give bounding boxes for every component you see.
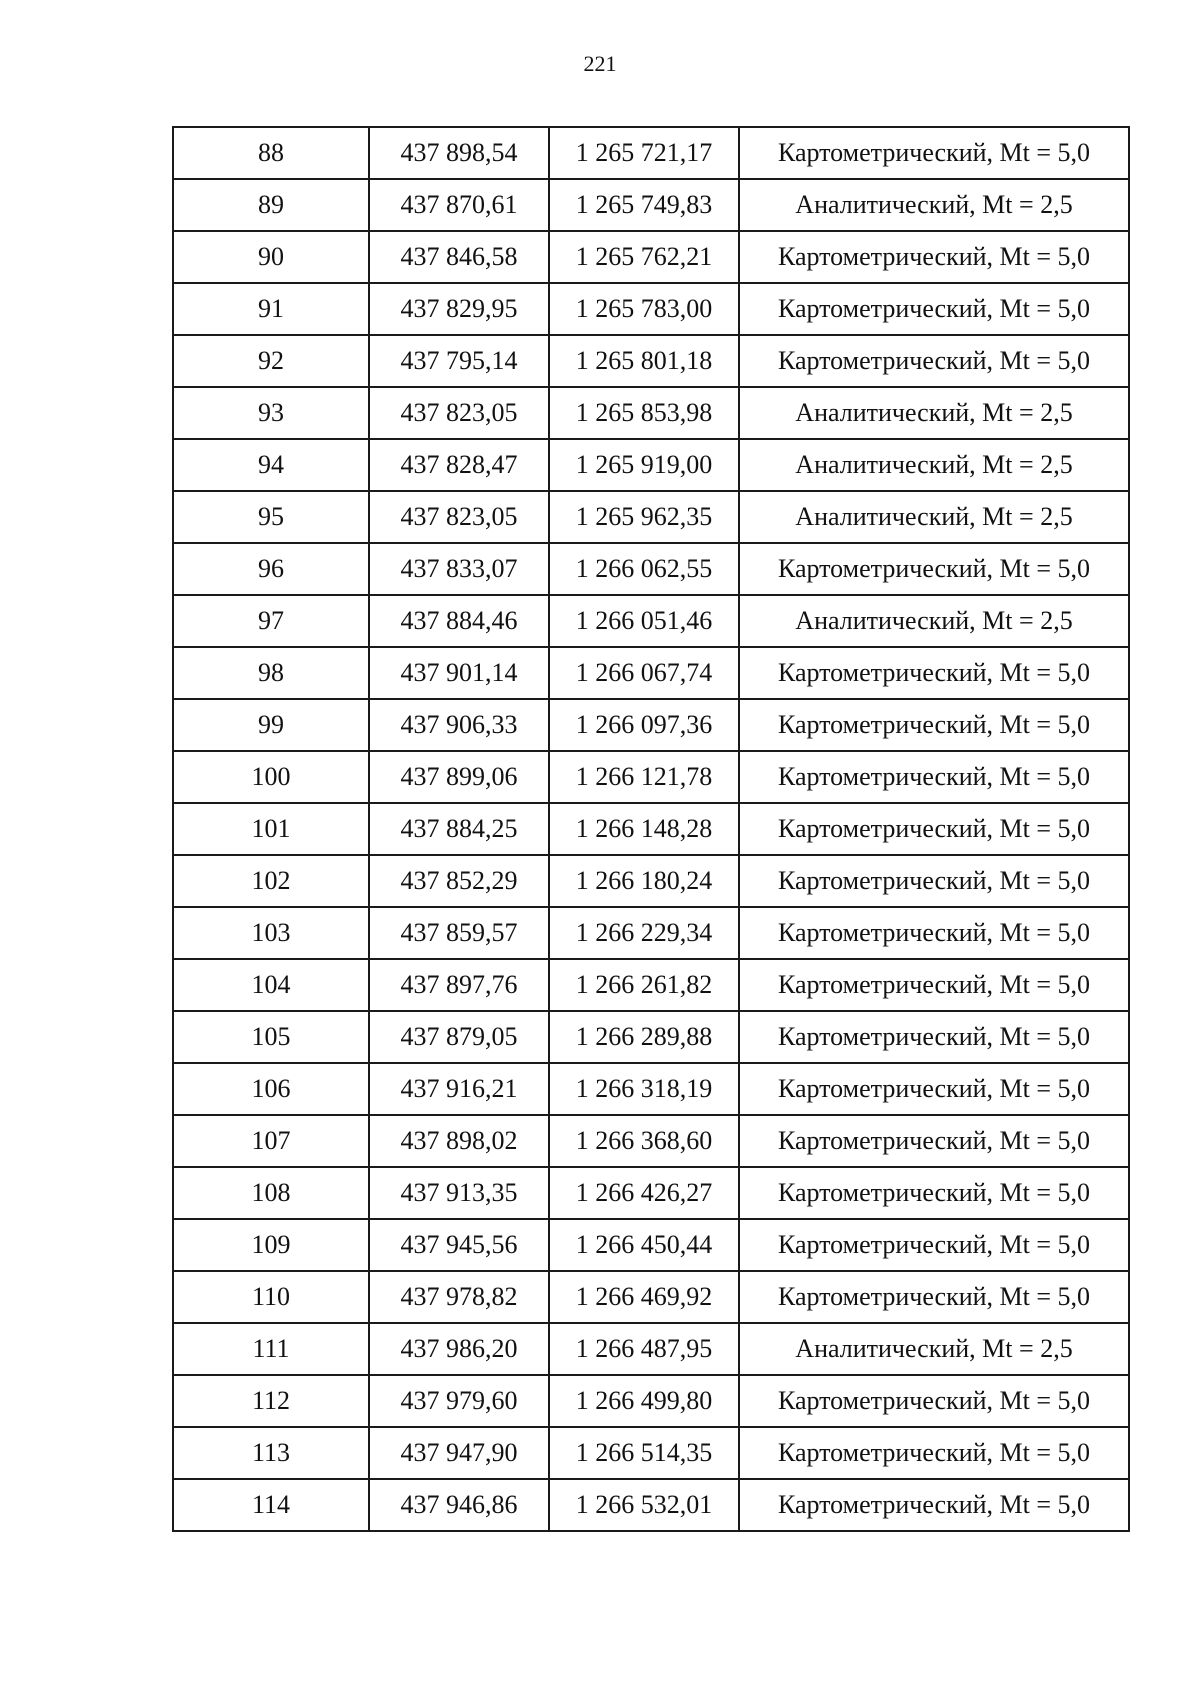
x-coordinate-cell: 437 852,29 (369, 855, 549, 907)
point-number-cell: 93 (173, 387, 369, 439)
table-row (173, 699, 1129, 751)
y-coordinate-cell: 1 265 919,00 (549, 439, 739, 491)
y-coordinate-cell: 1 266 097,36 (549, 699, 739, 751)
x-coordinate-cell: 437 884,46 (369, 595, 549, 647)
method-cell: Картометрический, Mt = 5,0 (739, 907, 1129, 959)
x-coordinate-cell: 437 823,05 (369, 387, 549, 439)
method-cell: Аналитический, Mt = 2,5 (739, 179, 1129, 231)
y-coordinate-cell: 1 266 180,24 (549, 855, 739, 907)
method-cell: Картометрический, Mt = 5,0 (739, 1427, 1129, 1479)
x-coordinate-cell: 437 897,76 (369, 959, 549, 1011)
y-coordinate-cell: 1 266 499,80 (549, 1375, 739, 1427)
method-cell: Картометрический, Mt = 5,0 (739, 1115, 1129, 1167)
point-number-cell: 92 (173, 335, 369, 387)
point-number-cell: 94 (173, 439, 369, 491)
y-coordinate-cell: 1 265 853,98 (549, 387, 739, 439)
method-cell: Картометрический, Mt = 5,0 (739, 1271, 1129, 1323)
y-coordinate-cell: 1 266 261,82 (549, 959, 739, 1011)
y-coordinate-cell: 1 265 749,83 (549, 179, 739, 231)
x-coordinate-cell: 437 986,20 (369, 1323, 549, 1375)
point-number-cell: 88 (173, 127, 369, 179)
point-number-cell: 101 (173, 803, 369, 855)
point-number-cell: 107 (173, 1115, 369, 1167)
table-row (173, 543, 1129, 595)
method-cell: Аналитический, Mt = 2,5 (739, 491, 1129, 543)
table-row (173, 1271, 1129, 1323)
x-coordinate-cell: 437 906,33 (369, 699, 549, 751)
point-number-cell: 108 (173, 1167, 369, 1219)
method-cell: Картометрический, Mt = 5,0 (739, 231, 1129, 283)
point-number-cell: 99 (173, 699, 369, 751)
x-coordinate-cell: 437 916,21 (369, 1063, 549, 1115)
table-row (173, 439, 1129, 491)
y-coordinate-cell: 1 266 469,92 (549, 1271, 739, 1323)
x-coordinate-cell: 437 913,35 (369, 1167, 549, 1219)
y-coordinate-cell: 1 266 487,95 (549, 1323, 739, 1375)
x-coordinate-cell: 437 947,90 (369, 1427, 549, 1479)
point-number-cell: 112 (173, 1375, 369, 1427)
method-cell: Картометрический, Mt = 5,0 (739, 1375, 1129, 1427)
table-row (173, 1479, 1129, 1531)
y-coordinate-cell: 1 266 229,34 (549, 907, 739, 959)
x-coordinate-cell: 437 833,07 (369, 543, 549, 595)
table-row (173, 1219, 1129, 1271)
method-cell: Аналитический, Mt = 2,5 (739, 1323, 1129, 1375)
point-number-cell: 111 (173, 1323, 369, 1375)
point-number-cell: 102 (173, 855, 369, 907)
method-cell: Картометрический, Mt = 5,0 (739, 543, 1129, 595)
x-coordinate-cell: 437 828,47 (369, 439, 549, 491)
table-row (173, 595, 1129, 647)
y-coordinate-cell: 1 265 762,21 (549, 231, 739, 283)
y-coordinate-cell: 1 266 318,19 (549, 1063, 739, 1115)
method-cell: Картометрический, Mt = 5,0 (739, 647, 1129, 699)
table-row (173, 335, 1129, 387)
table-row (173, 387, 1129, 439)
method-cell: Картометрический, Mt = 5,0 (739, 959, 1129, 1011)
method-cell: Картометрический, Mt = 5,0 (739, 1219, 1129, 1271)
table-row (173, 283, 1129, 335)
coordinates-table-body (173, 127, 1129, 1531)
table-row (173, 1323, 1129, 1375)
y-coordinate-cell: 1 266 051,46 (549, 595, 739, 647)
table-row (173, 959, 1129, 1011)
method-cell: Картометрический, Mt = 5,0 (739, 1063, 1129, 1115)
y-coordinate-cell: 1 266 368,60 (549, 1115, 739, 1167)
method-cell: Картометрический, Mt = 5,0 (739, 803, 1129, 855)
point-number-cell: 113 (173, 1427, 369, 1479)
y-coordinate-cell: 1 265 962,35 (549, 491, 739, 543)
page-number: 221 (583, 51, 617, 76)
table-row (173, 751, 1129, 803)
method-cell: Аналитический, Mt = 2,5 (739, 595, 1129, 647)
point-number-cell: 100 (173, 751, 369, 803)
y-coordinate-cell: 1 266 450,44 (549, 1219, 739, 1271)
table-row (173, 1011, 1129, 1063)
y-coordinate-cell: 1 265 801,18 (549, 335, 739, 387)
point-number-cell: 103 (173, 907, 369, 959)
x-coordinate-cell: 437 945,56 (369, 1219, 549, 1271)
method-cell: Аналитический, Mt = 2,5 (739, 439, 1129, 491)
method-cell: Картометрический, Mt = 5,0 (739, 1011, 1129, 1063)
point-number-cell: 96 (173, 543, 369, 595)
point-number-cell: 90 (173, 231, 369, 283)
point-number-cell: 98 (173, 647, 369, 699)
method-cell: Аналитический, Mt = 2,5 (739, 387, 1129, 439)
y-coordinate-cell: 1 265 783,00 (549, 283, 739, 335)
table-row (173, 179, 1129, 231)
x-coordinate-cell: 437 898,54 (369, 127, 549, 179)
point-number-cell: 95 (173, 491, 369, 543)
table-row (173, 231, 1129, 283)
method-cell: Картометрический, Mt = 5,0 (739, 855, 1129, 907)
point-number-cell: 114 (173, 1479, 369, 1531)
x-coordinate-cell: 437 870,61 (369, 179, 549, 231)
method-cell: Картометрический, Mt = 5,0 (739, 127, 1129, 179)
table-row (173, 1375, 1129, 1427)
point-number-cell: 106 (173, 1063, 369, 1115)
x-coordinate-cell: 437 898,02 (369, 1115, 549, 1167)
table-row (173, 647, 1129, 699)
table-row (173, 127, 1129, 179)
x-coordinate-cell: 437 979,60 (369, 1375, 549, 1427)
x-coordinate-cell: 437 946,86 (369, 1479, 549, 1531)
x-coordinate-cell: 437 829,95 (369, 283, 549, 335)
method-cell: Картометрический, Mt = 5,0 (739, 335, 1129, 387)
y-coordinate-cell: 1 266 514,35 (549, 1427, 739, 1479)
y-coordinate-cell: 1 266 289,88 (549, 1011, 739, 1063)
method-cell: Картометрический, Mt = 5,0 (739, 699, 1129, 751)
y-coordinate-cell: 1 266 426,27 (549, 1167, 739, 1219)
y-coordinate-cell: 1 266 062,55 (549, 543, 739, 595)
point-number-cell: 104 (173, 959, 369, 1011)
x-coordinate-cell: 437 795,14 (369, 335, 549, 387)
x-coordinate-cell: 437 823,05 (369, 491, 549, 543)
point-number-cell: 109 (173, 1219, 369, 1271)
x-coordinate-cell: 437 901,14 (369, 647, 549, 699)
x-coordinate-cell: 437 859,57 (369, 907, 549, 959)
x-coordinate-cell: 437 846,58 (369, 231, 549, 283)
point-number-cell: 91 (173, 283, 369, 335)
method-cell: Картометрический, Mt = 5,0 (739, 283, 1129, 335)
point-number-cell: 97 (173, 595, 369, 647)
y-coordinate-cell: 1 266 121,78 (549, 751, 739, 803)
table-row (173, 1115, 1129, 1167)
point-number-cell: 110 (173, 1271, 369, 1323)
table-row (173, 907, 1129, 959)
table-row (173, 803, 1129, 855)
coordinates-table (172, 126, 1130, 1532)
x-coordinate-cell: 437 879,05 (369, 1011, 549, 1063)
table-row (173, 1427, 1129, 1479)
y-coordinate-cell: 1 266 148,28 (549, 803, 739, 855)
method-cell: Картометрический, Mt = 5,0 (739, 751, 1129, 803)
method-cell: Картометрический, Mt = 5,0 (739, 1479, 1129, 1531)
y-coordinate-cell: 1 266 067,74 (549, 647, 739, 699)
point-number-cell: 105 (173, 1011, 369, 1063)
table-row (173, 1167, 1129, 1219)
y-coordinate-cell: 1 266 532,01 (549, 1479, 739, 1531)
table-row (173, 1063, 1129, 1115)
point-number-cell: 89 (173, 179, 369, 231)
x-coordinate-cell: 437 899,06 (369, 751, 549, 803)
y-coordinate-cell: 1 265 721,17 (549, 127, 739, 179)
x-coordinate-cell: 437 978,82 (369, 1271, 549, 1323)
method-cell: Картометрический, Mt = 5,0 (739, 1167, 1129, 1219)
table-row (173, 855, 1129, 907)
x-coordinate-cell: 437 884,25 (369, 803, 549, 855)
table-row (173, 491, 1129, 543)
